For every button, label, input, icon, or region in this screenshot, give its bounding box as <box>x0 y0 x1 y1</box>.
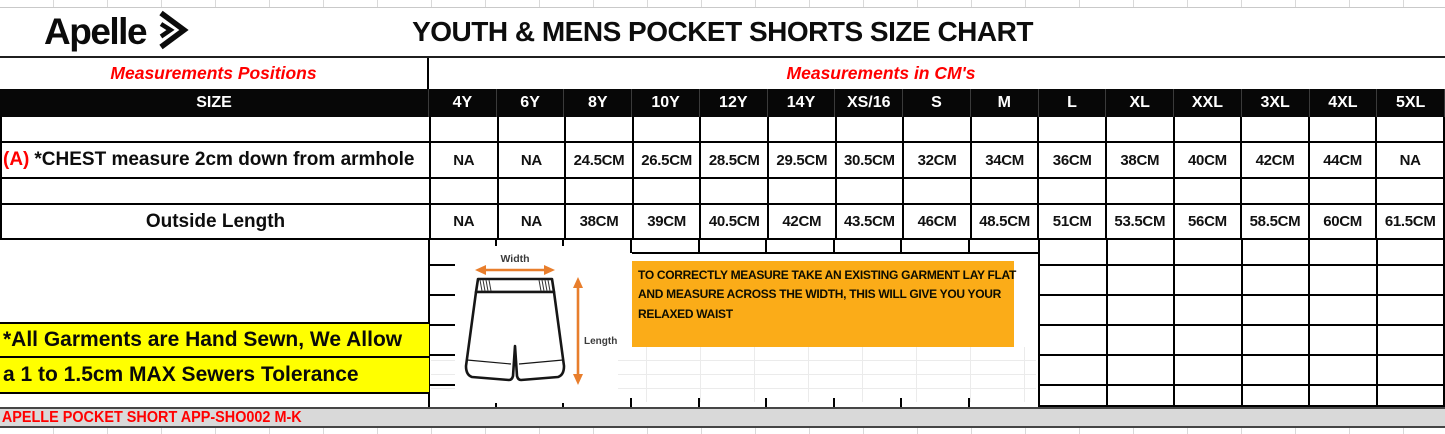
empty-cell <box>1040 326 1108 356</box>
spacer-label-cell <box>2 179 431 205</box>
empty-cell <box>1310 356 1378 386</box>
empty-cell <box>1310 326 1378 356</box>
length-value-cell: 46CM <box>904 205 972 240</box>
empty-cell <box>1107 179 1175 205</box>
length-value-cell: NA <box>499 205 567 240</box>
chest-value-cell: 42CM <box>1242 143 1310 179</box>
empty-cell <box>837 179 905 205</box>
chest-value-cell: 38CM <box>1107 143 1175 179</box>
chest-value-cell: NA <box>499 143 567 179</box>
empty-cell <box>1175 356 1243 386</box>
size-header-cell: XL <box>1106 89 1174 117</box>
size-header-cell: 6Y <box>497 89 565 117</box>
empty-cell <box>1039 117 1107 143</box>
empty-cell <box>1107 117 1175 143</box>
empty-cell <box>1378 356 1445 386</box>
grid-line <box>429 294 457 296</box>
empty-cell <box>1242 117 1310 143</box>
empty-cell <box>701 117 769 143</box>
empty-cell <box>1243 266 1311 296</box>
length-value-cell: 58.5CM <box>1242 205 1310 240</box>
size-header-cell: 3XL <box>1242 89 1310 117</box>
empty-cell <box>1175 386 1243 407</box>
size-header-cell: 12Y <box>700 89 768 117</box>
empty-cell <box>566 179 634 205</box>
empty-cell <box>1377 117 1445 143</box>
title-row <box>0 8 1445 56</box>
empty-cell <box>1377 179 1445 205</box>
empty-cell <box>1310 266 1378 296</box>
size-header-cell: 4XL <box>1310 89 1378 117</box>
empty-cell <box>1175 266 1243 296</box>
empty-cell <box>1040 266 1108 296</box>
tolerance-note-line-2: a 1 to 1.5cm MAX Sewers Tolerance <box>0 358 429 394</box>
product-code-label: APELLE POCKET SHORT APP-SHO002 M-K <box>1 408 302 426</box>
empty-cell <box>634 117 702 143</box>
empty-cell <box>1243 356 1311 386</box>
chest-value-cell: 32CM <box>904 143 972 179</box>
chest-value-cell: 24.5CM <box>566 143 634 179</box>
outside-length-label: Outside Length <box>2 205 431 240</box>
size-header-cell: L <box>1039 89 1107 117</box>
empty-cell <box>1108 326 1176 356</box>
empty-cell <box>1378 296 1445 326</box>
empty-cell <box>499 179 567 205</box>
length-value-cell: 38CM <box>566 205 634 240</box>
empty-cell <box>1040 386 1108 407</box>
spacer-label-cell <box>2 117 431 143</box>
empty-cell <box>701 179 769 205</box>
note-line: AND MEASURE ACROSS THE WIDTH, THIS WILL GIVE YOU YOUR <box>638 287 1002 302</box>
length-value-cell: 56CM <box>1175 205 1243 240</box>
shorts-outline <box>466 279 564 380</box>
grid-line <box>429 324 457 326</box>
empty-cell <box>837 117 905 143</box>
empty-cell <box>1108 296 1176 326</box>
empty-cell <box>972 117 1040 143</box>
empty-cell <box>1242 179 1310 205</box>
empty-cell <box>1108 356 1176 386</box>
empty-cell <box>1243 240 1311 266</box>
empty-cell <box>1310 296 1378 326</box>
empty-cell <box>1039 179 1107 205</box>
chest-value-cell: 26.5CM <box>634 143 702 179</box>
empty-cell <box>1040 240 1108 266</box>
empty-cell <box>1175 117 1243 143</box>
size-header-cell: 10Y <box>632 89 700 117</box>
spreadsheet-gridline-strip-bottom <box>0 428 1445 434</box>
empty-cell <box>1040 356 1108 386</box>
footer-bar <box>0 407 1445 428</box>
size-header-cell: XS/16 <box>835 89 903 117</box>
section-header-row <box>0 56 1445 89</box>
empty-cell <box>1310 117 1378 143</box>
grid-line <box>429 264 457 266</box>
tolerance-note-line-1: *All Garments are Hand Sewn, We Allow <box>0 322 429 358</box>
note-line: RELAXED WAIST <box>638 306 733 321</box>
empty-cell <box>1310 240 1378 266</box>
empty-cell <box>1175 179 1243 205</box>
empty-cell <box>1108 240 1176 266</box>
chest-value-cell: 36CM <box>1039 143 1107 179</box>
empty-cell <box>972 179 1040 205</box>
length-value-cell: 43.5CM <box>837 205 905 240</box>
length-value-cell: 39CM <box>634 205 702 240</box>
size-header-cell: 8Y <box>564 89 632 117</box>
empty-cell <box>1108 386 1176 407</box>
width-arrow-icon <box>475 265 555 275</box>
empty-cell <box>1378 240 1445 266</box>
length-value-cell: 48.5CM <box>972 205 1040 240</box>
measuring-instruction-note <box>632 261 1017 347</box>
size-header-cell: XXL <box>1174 89 1242 117</box>
chest-value-cell: 44CM <box>1310 143 1378 179</box>
size-header-cell: 4Y <box>429 89 497 117</box>
size-table-body <box>0 117 1445 240</box>
empty-cell <box>1175 296 1243 326</box>
empty-cell <box>1175 326 1243 356</box>
length-value-cell: 61.5CM <box>1377 205 1445 240</box>
length-value-cell: 42CM <box>769 205 837 240</box>
length-value-cell: 53.5CM <box>1107 205 1175 240</box>
page-title: YOUTH & MENS POCKET SHORTS SIZE CHART <box>412 16 1033 47</box>
width-label: Width <box>500 253 530 265</box>
size-header-label: SIZE <box>0 89 429 117</box>
measurements-positions-header: Measurements Positions <box>0 58 429 89</box>
empty-cell <box>1378 266 1445 296</box>
empty-cell <box>634 179 702 205</box>
chest-row-label <box>2 143 431 179</box>
chest-value-cell: 28.5CM <box>701 143 769 179</box>
chest-label-text: *CHEST measure 2cm down from armhole <box>34 149 415 170</box>
chest-value-cell: NA <box>1377 143 1445 179</box>
empty-cell <box>1175 240 1243 266</box>
length-label: Length <box>584 336 618 347</box>
empty-cell <box>1378 326 1445 356</box>
chest-value-cell: 40CM <box>1175 143 1243 179</box>
measurements-in-cms-header: Measurements in CM's <box>786 63 976 83</box>
length-value-cell: NA <box>431 205 499 240</box>
empty-cell <box>1243 326 1311 356</box>
spreadsheet-gridline-strip-top <box>0 0 1445 8</box>
length-arrow-icon <box>573 277 583 385</box>
length-value-cell: 60CM <box>1310 205 1378 240</box>
size-header-cell: S <box>903 89 971 117</box>
empty-cell <box>1310 179 1378 205</box>
size-header-bar <box>0 89 1445 117</box>
empty-cell <box>566 117 634 143</box>
empty-cell <box>904 117 972 143</box>
empty-cell <box>499 117 567 143</box>
lower-sheet-region <box>0 240 1445 407</box>
empty-cell <box>1108 266 1176 296</box>
length-value-cell: 51CM <box>1039 205 1107 240</box>
brand-logo-text: Apelle <box>44 11 147 52</box>
empty-cell <box>431 117 499 143</box>
empty-cell <box>904 179 972 205</box>
grid-line <box>632 252 1038 254</box>
empty-cell <box>431 179 499 205</box>
empty-cell <box>769 117 837 143</box>
empty-cell <box>1310 386 1378 407</box>
chest-value-cell: NA <box>431 143 499 179</box>
empty-cells-grid <box>1038 240 1445 407</box>
note-line: TO CORRECTLY MEASURE TAKE AN EXISTING GARMENT LAY FLAT <box>638 268 1017 282</box>
length-value-cell: 40.5CM <box>701 205 769 240</box>
empty-cell <box>769 179 837 205</box>
shorts-diagram <box>455 246 618 403</box>
chest-value-cell: 30.5CM <box>837 143 905 179</box>
empty-cell <box>1378 386 1445 407</box>
empty-cell <box>1243 386 1311 407</box>
chest-label-prefix: (A) <box>3 149 30 170</box>
chest-value-cell: 29.5CM <box>769 143 837 179</box>
size-header-cell: 5XL <box>1377 89 1445 117</box>
chest-value-cell: 34CM <box>972 143 1040 179</box>
size-header-cell: 14Y <box>768 89 836 117</box>
size-header-cell: M <box>971 89 1039 117</box>
empty-cell <box>1243 296 1311 326</box>
empty-cell <box>1040 296 1108 326</box>
